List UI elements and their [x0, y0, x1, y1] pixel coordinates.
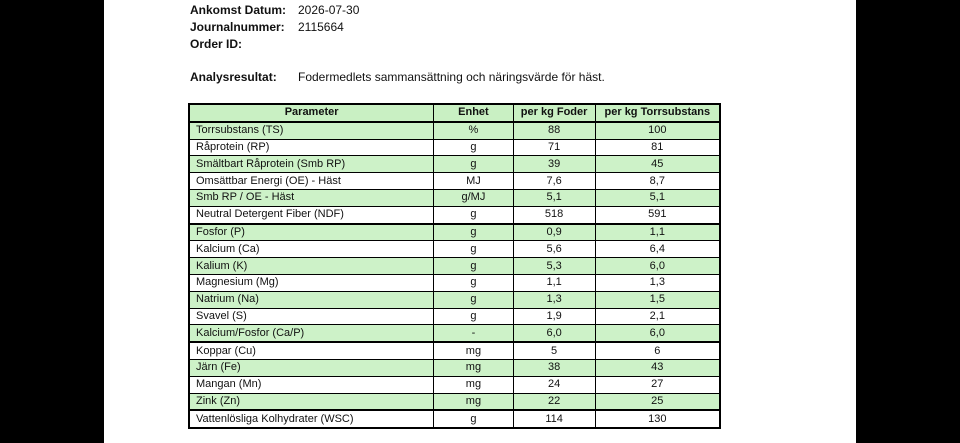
- table-row: [189, 342, 720, 359]
- cell-unit: g: [434, 258, 513, 275]
- arrival-date-value: 2026-07-30: [298, 3, 360, 17]
- order-id-label: Order ID:: [190, 37, 243, 51]
- cell-unit: g: [434, 224, 513, 241]
- cell-unit: g: [434, 206, 513, 223]
- cell-per-kg-dry-matter: 100: [595, 122, 720, 139]
- table-row: [189, 393, 720, 410]
- cell-unit: mg: [434, 359, 513, 376]
- cell-per-kg-feed: 22: [513, 393, 595, 410]
- cell-unit: g: [434, 291, 513, 308]
- cell-per-kg-feed: 518: [513, 206, 595, 223]
- cell-per-kg-feed: 5,3: [513, 258, 595, 275]
- cell-per-kg-feed: 5,6: [513, 241, 595, 258]
- table-row: [189, 241, 720, 258]
- cell-parameter: Neutral Detergent Fiber (NDF): [189, 206, 434, 223]
- cell-unit: mg: [434, 376, 513, 393]
- analysis-table: [188, 103, 721, 429]
- table-row: [189, 122, 720, 139]
- cell-parameter: Natrium (Na): [189, 291, 434, 308]
- cell-per-kg-dry-matter: 2,1: [595, 308, 720, 325]
- header-parameter: Parameter: [189, 104, 434, 122]
- cell-parameter: Koppar (Cu): [189, 342, 434, 359]
- cell-per-kg-feed: 88: [513, 122, 595, 139]
- cell-unit: g: [434, 156, 513, 173]
- cell-parameter: Svavel (S): [189, 308, 434, 325]
- cell-per-kg-dry-matter: 6: [595, 342, 720, 359]
- cell-per-kg-dry-matter: 81: [595, 139, 720, 156]
- cell-unit: %: [434, 122, 513, 139]
- cell-per-kg-dry-matter: 1,1: [595, 224, 720, 241]
- cell-per-kg-feed: 0,9: [513, 224, 595, 241]
- table-row: [189, 291, 720, 308]
- cell-per-kg-dry-matter: 6,0: [595, 325, 720, 342]
- cell-parameter: Vattenlösliga Kolhydrater (WSC): [189, 410, 434, 428]
- cell-per-kg-feed: 114: [513, 410, 595, 428]
- cell-per-kg-feed: 24: [513, 376, 595, 393]
- cell-per-kg-feed: 1,9: [513, 308, 595, 325]
- analysis-description: Fodermedlets sammansättning och näringsvärde för häst.: [298, 70, 605, 84]
- cell-parameter: Kalium (K): [189, 258, 434, 275]
- table-row: [189, 274, 720, 291]
- cell-unit: MJ: [434, 173, 513, 190]
- cell-per-kg-feed: 1,1: [513, 274, 595, 291]
- cell-per-kg-feed: 38: [513, 359, 595, 376]
- cell-per-kg-dry-matter: 45: [595, 156, 720, 173]
- table-row: [189, 258, 720, 275]
- table-header-row: [189, 104, 720, 122]
- header-per-kg-feed: per kg Foder: [513, 104, 595, 122]
- cell-per-kg-feed: 5,1: [513, 189, 595, 206]
- cell-parameter: Järn (Fe): [189, 359, 434, 376]
- cell-per-kg-feed: 6,0: [513, 325, 595, 342]
- cell-unit: g: [434, 274, 513, 291]
- cell-unit: g: [434, 139, 513, 156]
- arrival-date-label: Ankomst Datum:: [190, 3, 287, 17]
- cell-per-kg-dry-matter: 6,4: [595, 241, 720, 258]
- cell-unit: g: [434, 241, 513, 258]
- table-row: [189, 173, 720, 190]
- arrival-date-row: [190, 2, 359, 19]
- cell-per-kg-feed: 5: [513, 342, 595, 359]
- cell-per-kg-dry-matter: 5,1: [595, 189, 720, 206]
- cell-parameter: Smältbart Råprotein (Smb RP): [189, 156, 434, 173]
- cell-per-kg-feed: 71: [513, 139, 595, 156]
- table-row: [189, 308, 720, 325]
- table-row: [189, 206, 720, 223]
- header-per-kg-dry-matter: per kg Torrsubstans: [595, 104, 720, 122]
- document-page: [104, 0, 856, 443]
- table-row: [189, 189, 720, 206]
- cell-per-kg-feed: 39: [513, 156, 595, 173]
- cell-parameter: Råprotein (RP): [189, 139, 434, 156]
- cell-per-kg-dry-matter: 1,3: [595, 274, 720, 291]
- table-row: [189, 139, 720, 156]
- table-row: [189, 376, 720, 393]
- cell-parameter: Kalcium/Fosfor (Ca/P): [189, 325, 434, 342]
- cell-per-kg-feed: 1,3: [513, 291, 595, 308]
- table-row: [189, 224, 720, 241]
- header-unit: Enhet: [434, 104, 513, 122]
- cell-per-kg-dry-matter: 25: [595, 393, 720, 410]
- cell-unit: mg: [434, 393, 513, 410]
- cell-per-kg-dry-matter: 6,0: [595, 258, 720, 275]
- cell-parameter: Magnesium (Mg): [189, 274, 434, 291]
- cell-parameter: Mangan (Mn): [189, 376, 434, 393]
- cell-unit: g: [434, 410, 513, 428]
- cell-parameter: Smb RP / OE - Häst: [189, 189, 434, 206]
- cell-per-kg-dry-matter: 591: [595, 206, 720, 223]
- cell-unit: g: [434, 308, 513, 325]
- cell-per-kg-feed: 7,6: [513, 173, 595, 190]
- cell-parameter: Kalcium (Ca): [189, 241, 434, 258]
- cell-per-kg-dry-matter: 8,7: [595, 173, 720, 190]
- cell-per-kg-dry-matter: 1,5: [595, 291, 720, 308]
- journal-number-label: Journalnummer:: [190, 20, 285, 34]
- cell-parameter: Torrsubstans (TS): [189, 122, 434, 139]
- cell-per-kg-dry-matter: 43: [595, 359, 720, 376]
- cell-parameter: Omsättbar Energi (OE) - Häst: [189, 173, 434, 190]
- cell-unit: -: [434, 325, 513, 342]
- meta-block: [190, 2, 359, 53]
- cell-parameter: Zink (Zn): [189, 393, 434, 410]
- table-row: [189, 156, 720, 173]
- cell-parameter: Fosfor (P): [189, 224, 434, 241]
- journal-number-value: 2115664: [298, 20, 344, 34]
- cell-per-kg-dry-matter: 130: [595, 410, 720, 428]
- analysis-result-row: [190, 70, 605, 84]
- table-row: [189, 359, 720, 376]
- cell-unit: g/MJ: [434, 189, 513, 206]
- cell-per-kg-dry-matter: 27: [595, 376, 720, 393]
- cell-unit: mg: [434, 342, 513, 359]
- analysis-result-label: Analysresultat:: [190, 70, 277, 84]
- table-row: [189, 325, 720, 342]
- table-row: [189, 410, 720, 428]
- journal-number-row: [190, 19, 359, 36]
- order-id-row: [190, 36, 359, 53]
